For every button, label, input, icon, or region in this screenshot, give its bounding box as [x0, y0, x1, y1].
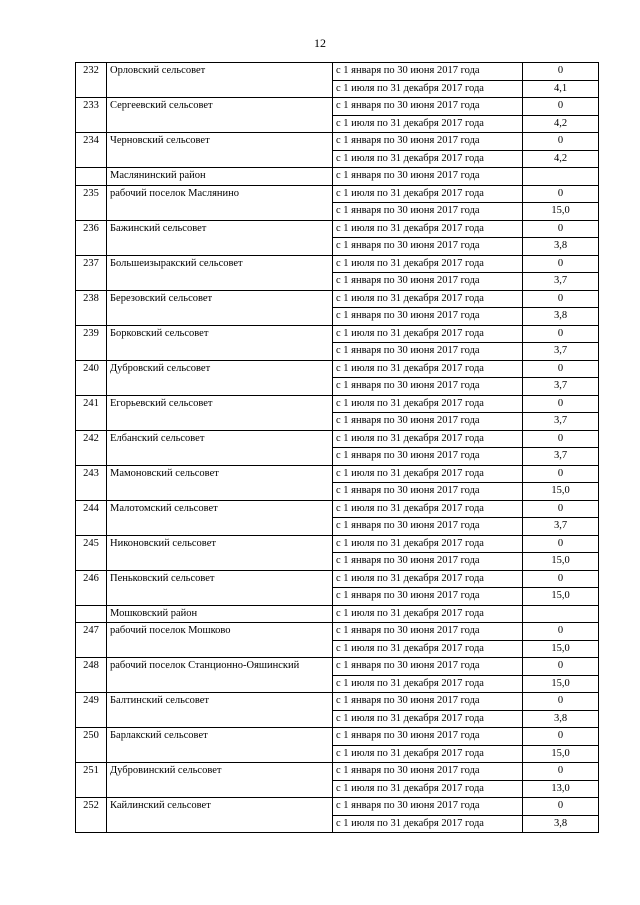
value-cell: 0 [523, 798, 599, 816]
table-row [76, 658, 599, 676]
period-cell: с 1 июля по 31 декабря 2017 года [333, 115, 523, 133]
value-cell: 3,7 [523, 343, 599, 361]
municipality-name: Пеньковский сельсовет [107, 570, 333, 605]
value-cell: 15,0 [523, 675, 599, 693]
value-cell: 0 [523, 255, 599, 273]
period-cell: с 1 июля по 31 декабря 2017 года [333, 80, 523, 98]
period-cell: с 1 января по 30 июня 2017 года [333, 693, 523, 711]
value-cell: 3,8 [523, 308, 599, 326]
value-cell: 3,7 [523, 273, 599, 291]
period-cell: с 1 июля по 31 декабря 2017 года [333, 255, 523, 273]
row-number: 237 [76, 255, 107, 290]
period-cell: с 1 июля по 31 декабря 2017 года [333, 570, 523, 588]
table-row [76, 395, 599, 413]
period-cell: с 1 июля по 31 декабря 2017 года [333, 640, 523, 658]
municipality-name: рабочий поселок Мошково [107, 623, 333, 658]
table-row [76, 98, 599, 116]
value-cell: 15,0 [523, 553, 599, 571]
value-cell: 0 [523, 360, 599, 378]
period-cell: с 1 января по 30 июня 2017 года [333, 308, 523, 326]
row-number: 248 [76, 658, 107, 693]
value-cell: 3,8 [523, 710, 599, 728]
table-row [76, 763, 599, 781]
value-cell: 0 [523, 185, 599, 203]
value-cell: 0 [523, 98, 599, 116]
row-number [76, 168, 107, 186]
period-cell: с 1 января по 30 июня 2017 года [333, 63, 523, 81]
period-cell: с 1 января по 30 июня 2017 года [333, 203, 523, 221]
value-cell: 0 [523, 763, 599, 781]
value-cell: 0 [523, 535, 599, 553]
row-number: 239 [76, 325, 107, 360]
table-row [76, 255, 599, 273]
period-cell: с 1 июля по 31 декабря 2017 года [333, 395, 523, 413]
period-cell: с 1 января по 30 июня 2017 года [333, 273, 523, 291]
municipality-name: Дубровский сельсовет [107, 360, 333, 395]
period-cell: с 1 января по 30 июня 2017 года [333, 658, 523, 676]
period-cell: с 1 января по 30 июня 2017 года [333, 343, 523, 361]
value-cell: 15,0 [523, 588, 599, 606]
value-cell: 3,7 [523, 518, 599, 536]
municipality-name: Мошковский район [107, 605, 333, 623]
value-cell: 0 [523, 220, 599, 238]
row-number [76, 605, 107, 623]
table-row [76, 63, 599, 81]
table-row [76, 430, 599, 448]
table-row [76, 290, 599, 308]
period-cell: с 1 июля по 31 декабря 2017 года [333, 675, 523, 693]
table-row [76, 605, 599, 623]
value-cell: 3,8 [523, 238, 599, 256]
municipality-name: рабочий поселок Станционно-Ояшинский [107, 658, 333, 693]
value-cell: 0 [523, 728, 599, 746]
period-cell: с 1 июля по 31 декабря 2017 года [333, 815, 523, 833]
municipality-name: Егорьевский сельсовет [107, 395, 333, 430]
municipality-name: Маслянинский район [107, 168, 333, 186]
value-cell: 4,1 [523, 80, 599, 98]
value-cell: 3,7 [523, 413, 599, 431]
table-row [76, 623, 599, 641]
municipality-name: Борковский сельсовет [107, 325, 333, 360]
municipality-name: Большеизыракский сельсовет [107, 255, 333, 290]
municipality-name: Мамоновский сельсовет [107, 465, 333, 500]
row-number: 232 [76, 63, 107, 98]
municipality-name: Малотомский сельсовет [107, 500, 333, 535]
municipality-name: Бажинский сельсовет [107, 220, 333, 255]
municipality-name: рабочий поселок Маслянино [107, 185, 333, 220]
value-cell: 4,2 [523, 115, 599, 133]
period-cell: с 1 июля по 31 декабря 2017 года [333, 605, 523, 623]
row-number: 245 [76, 535, 107, 570]
period-cell: с 1 января по 30 июня 2017 года [333, 98, 523, 116]
value-cell: 15,0 [523, 483, 599, 501]
value-cell: 15,0 [523, 745, 599, 763]
row-number: 252 [76, 798, 107, 833]
period-cell: с 1 января по 30 июня 2017 года [333, 413, 523, 431]
period-cell: с 1 июля по 31 декабря 2017 года [333, 780, 523, 798]
period-cell: с 1 января по 30 июня 2017 года [333, 133, 523, 151]
municipality-name: Черновский сельсовет [107, 133, 333, 168]
period-cell: с 1 января по 30 июня 2017 года [333, 238, 523, 256]
value-cell: 0 [523, 465, 599, 483]
municipality-name: Орловский сельсовет [107, 63, 333, 98]
row-number: 240 [76, 360, 107, 395]
value-cell: 3,8 [523, 815, 599, 833]
period-cell: с 1 января по 30 июня 2017 года [333, 588, 523, 606]
period-cell: с 1 июля по 31 декабря 2017 года [333, 745, 523, 763]
value-cell: 0 [523, 325, 599, 343]
row-number: 241 [76, 395, 107, 430]
period-cell: с 1 января по 30 июня 2017 года [333, 728, 523, 746]
value-cell: 0 [523, 430, 599, 448]
value-cell [523, 605, 599, 623]
row-number: 251 [76, 763, 107, 798]
value-cell: 0 [523, 290, 599, 308]
period-cell: с 1 июля по 31 декабря 2017 года [333, 150, 523, 168]
tariff-table [75, 62, 599, 833]
table-row [76, 360, 599, 378]
row-number: 235 [76, 185, 107, 220]
municipality-name: Дубровинский сельсовет [107, 763, 333, 798]
row-number: 247 [76, 623, 107, 658]
period-cell: с 1 января по 30 июня 2017 года [333, 553, 523, 571]
period-cell: с 1 июля по 31 декабря 2017 года [333, 290, 523, 308]
value-cell: 0 [523, 395, 599, 413]
table-row [76, 693, 599, 711]
row-number: 242 [76, 430, 107, 465]
table-row [76, 220, 599, 238]
municipality-name: Сергеевский сельсовет [107, 98, 333, 133]
period-cell: с 1 января по 30 июня 2017 года [333, 623, 523, 641]
table-row [76, 133, 599, 151]
page-number: 12 [314, 36, 326, 50]
table-row [76, 325, 599, 343]
period-cell: с 1 июля по 31 декабря 2017 года [333, 185, 523, 203]
period-cell: с 1 июля по 31 декабря 2017 года [333, 465, 523, 483]
row-number: 236 [76, 220, 107, 255]
municipality-name: Балтинский сельсовет [107, 693, 333, 728]
period-cell: с 1 января по 30 июня 2017 года [333, 798, 523, 816]
period-cell: с 1 января по 30 июня 2017 года [333, 763, 523, 781]
table-row [76, 185, 599, 203]
period-cell: с 1 июля по 31 декабря 2017 года [333, 535, 523, 553]
period-cell: с 1 июля по 31 декабря 2017 года [333, 500, 523, 518]
row-number: 244 [76, 500, 107, 535]
period-cell: с 1 января по 30 июня 2017 года [333, 168, 523, 186]
table-row [76, 728, 599, 746]
value-cell: 0 [523, 63, 599, 81]
value-cell: 13,0 [523, 780, 599, 798]
value-cell: 0 [523, 133, 599, 151]
table-row [76, 535, 599, 553]
value-cell: 4,2 [523, 150, 599, 168]
value-cell [523, 168, 599, 186]
table-row [76, 570, 599, 588]
period-cell: с 1 июля по 31 декабря 2017 года [333, 710, 523, 728]
period-cell: с 1 июля по 31 декабря 2017 года [333, 325, 523, 343]
row-number: 238 [76, 290, 107, 325]
value-cell: 0 [523, 658, 599, 676]
period-cell: с 1 января по 30 июня 2017 года [333, 378, 523, 396]
row-number: 243 [76, 465, 107, 500]
table-row [76, 798, 599, 816]
value-cell: 3,7 [523, 378, 599, 396]
value-cell: 15,0 [523, 640, 599, 658]
period-cell: с 1 января по 30 июня 2017 года [333, 518, 523, 536]
period-cell: с 1 июля по 31 декабря 2017 года [333, 220, 523, 238]
row-number: 233 [76, 98, 107, 133]
row-number: 250 [76, 728, 107, 763]
table-body [76, 63, 599, 833]
value-cell: 3,7 [523, 448, 599, 466]
value-cell: 0 [523, 500, 599, 518]
table-row [76, 500, 599, 518]
municipality-name: Никоновский сельсовет [107, 535, 333, 570]
municipality-name: Елбанский сельсовет [107, 430, 333, 465]
row-number: 249 [76, 693, 107, 728]
row-number: 234 [76, 133, 107, 168]
municipality-name: Барлакский сельсовет [107, 728, 333, 763]
period-cell: с 1 января по 30 июня 2017 года [333, 448, 523, 466]
value-cell: 0 [523, 693, 599, 711]
municipality-name: Березовский сельсовет [107, 290, 333, 325]
value-cell: 0 [523, 570, 599, 588]
period-cell: с 1 июля по 31 декабря 2017 года [333, 430, 523, 448]
municipality-name: Кайлинский сельсовет [107, 798, 333, 833]
row-number: 246 [76, 570, 107, 605]
period-cell: с 1 января по 30 июня 2017 года [333, 483, 523, 501]
table-row [76, 168, 599, 186]
table-row [76, 465, 599, 483]
value-cell: 0 [523, 623, 599, 641]
period-cell: с 1 июля по 31 декабря 2017 года [333, 360, 523, 378]
value-cell: 15,0 [523, 203, 599, 221]
